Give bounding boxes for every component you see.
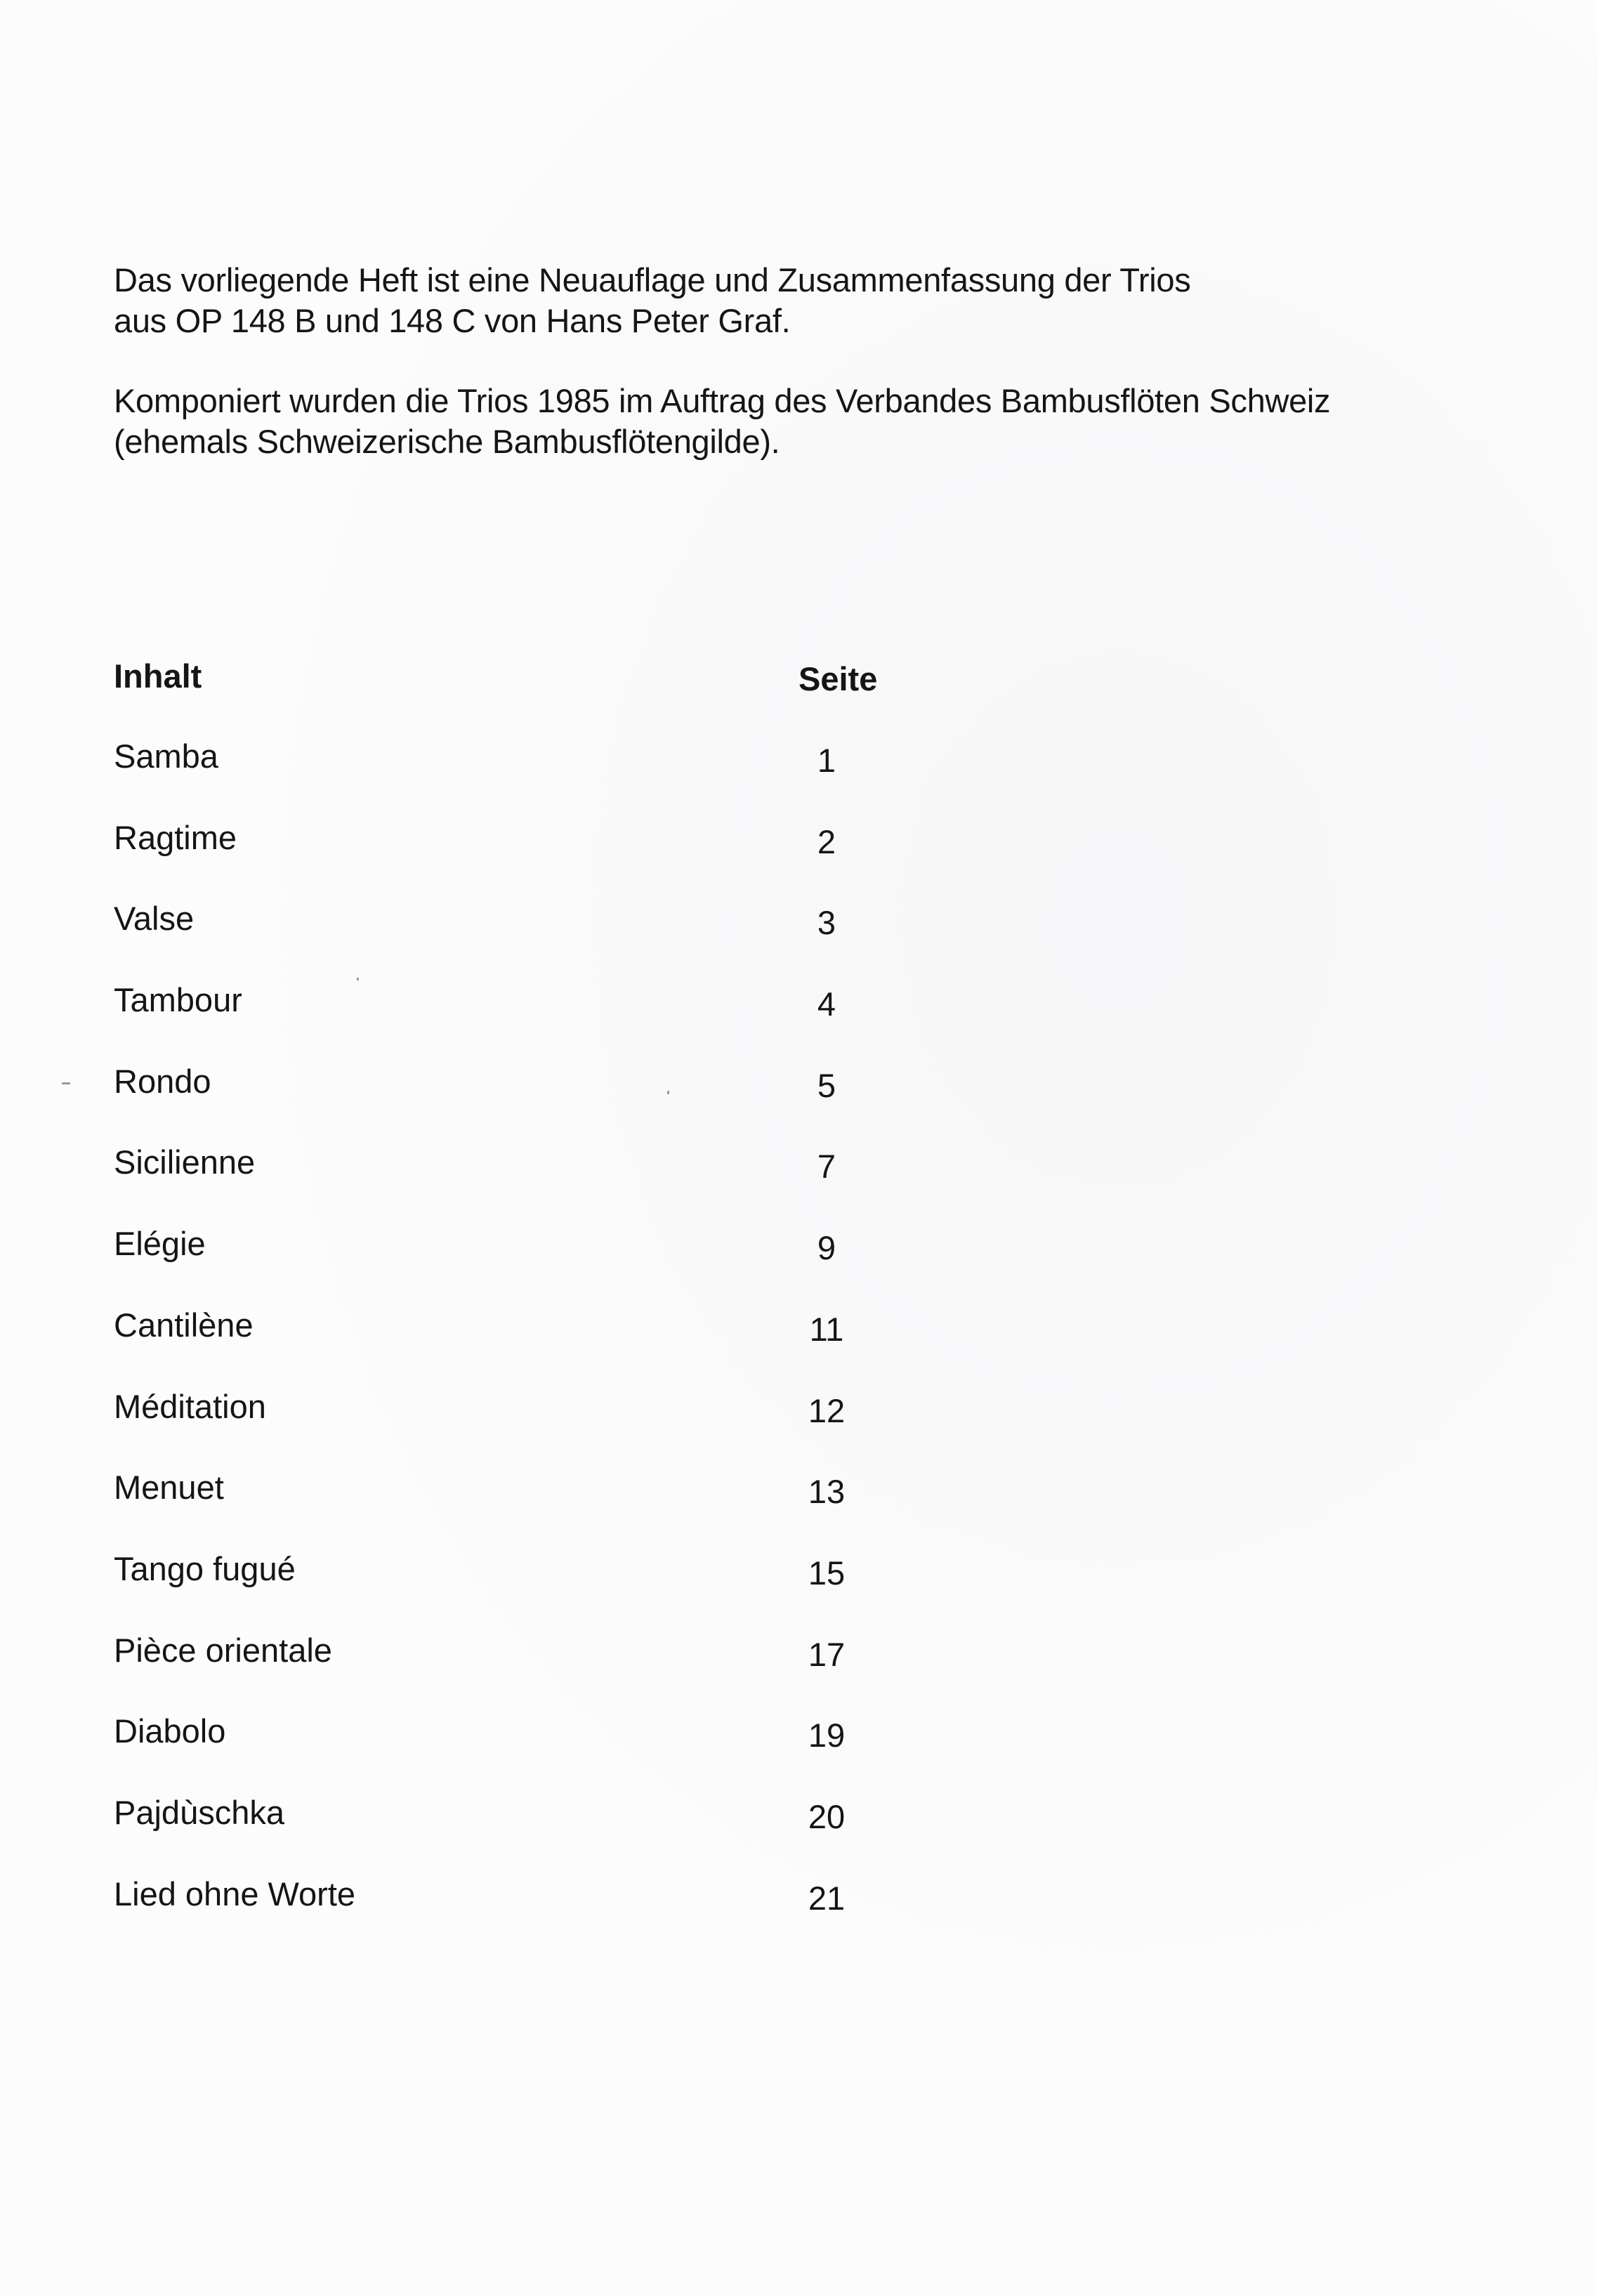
intro-line: Komponiert wurden die Trios 1985 im Auftrag des Verbandes Bambusflöten Schweiz [114, 382, 1331, 419]
toc-row [114, 1143, 957, 1224]
toc-entry-title: Tango fugué [114, 1549, 296, 1587]
toc-row [114, 1387, 957, 1469]
toc-entry-page: 7 [817, 1148, 836, 1186]
toc-entry-page: 11 [809, 1310, 844, 1348]
toc-entry-title: Valse [114, 900, 195, 938]
toc-row [114, 1712, 957, 1793]
toc-entry-page: 12 [808, 1391, 846, 1429]
toc-entry-page: 4 [817, 985, 836, 1023]
intro-paragraph-2 [114, 381, 1330, 462]
toc-row [114, 1468, 957, 1549]
intro-text [114, 260, 1330, 462]
scan-speck [357, 978, 359, 980]
toc-row [114, 1224, 957, 1306]
toc-row [114, 818, 957, 900]
toc-entry-page: 5 [817, 1066, 836, 1104]
toc-row [114, 1875, 957, 1956]
intro-paragraph-1 [114, 260, 1330, 341]
toc-entry-page: 9 [817, 1229, 836, 1267]
toc-entry-page: 21 [808, 1879, 846, 1917]
toc-entry-title: Elégie [114, 1225, 206, 1263]
toc-row [114, 1306, 957, 1387]
toc-entry-title: Rondo [114, 1062, 211, 1100]
toc-entry-title: Cantilène [114, 1306, 254, 1344]
intro-line: Das vorliegende Heft ist eine Neuauflage und Zusammenfassung der Trios [114, 261, 1191, 299]
toc-entry-page: 19 [808, 1717, 846, 1754]
toc-row [114, 1549, 957, 1631]
toc-row [114, 737, 957, 818]
toc-row [114, 1062, 957, 1143]
toc-list [114, 737, 957, 1955]
toc-entry-title: Tambour [114, 981, 242, 1019]
toc-entry-title: Ragtime [114, 818, 237, 856]
toc-row [114, 1793, 957, 1875]
toc-entry-title: Pièce orientale [114, 1631, 332, 1669]
toc-entry-page: 13 [808, 1473, 846, 1511]
toc-entry-title: Samba [114, 737, 218, 775]
intro-line: aus OP 148 B und 148 C von Hans Peter Graf. [114, 302, 791, 339]
toc-entry-title: Lied ohne Worte [114, 1875, 356, 1913]
toc-entry-page: 15 [808, 1554, 846, 1592]
toc-entry-title: Diabolo [114, 1712, 226, 1750]
toc-header-page: Seite [798, 660, 878, 697]
toc-entry-title: Pajdùschka [114, 1793, 284, 1831]
table-of-contents [114, 657, 957, 1955]
toc-entry-title: Menuet [114, 1469, 224, 1507]
toc-entry-page: 1 [817, 742, 836, 779]
intro-line: (ehemals Schweizerische Bambusflötengilde). [114, 423, 780, 460]
scan-speck [62, 1082, 70, 1084]
toc-row [114, 1631, 957, 1712]
toc-entry-page: 17 [808, 1635, 846, 1673]
toc-row [114, 980, 957, 1062]
toc-entry-page: 20 [808, 1797, 846, 1835]
toc-entry-title: Sicilienne [114, 1143, 256, 1181]
toc-entry-page: 2 [817, 822, 836, 860]
toc-row [114, 899, 957, 980]
toc-header [114, 657, 957, 699]
toc-header-title: Inhalt [114, 657, 202, 695]
toc-entry-page: 3 [817, 904, 836, 942]
scan-speck [667, 1091, 669, 1094]
toc-entry-title: Méditation [114, 1387, 266, 1425]
